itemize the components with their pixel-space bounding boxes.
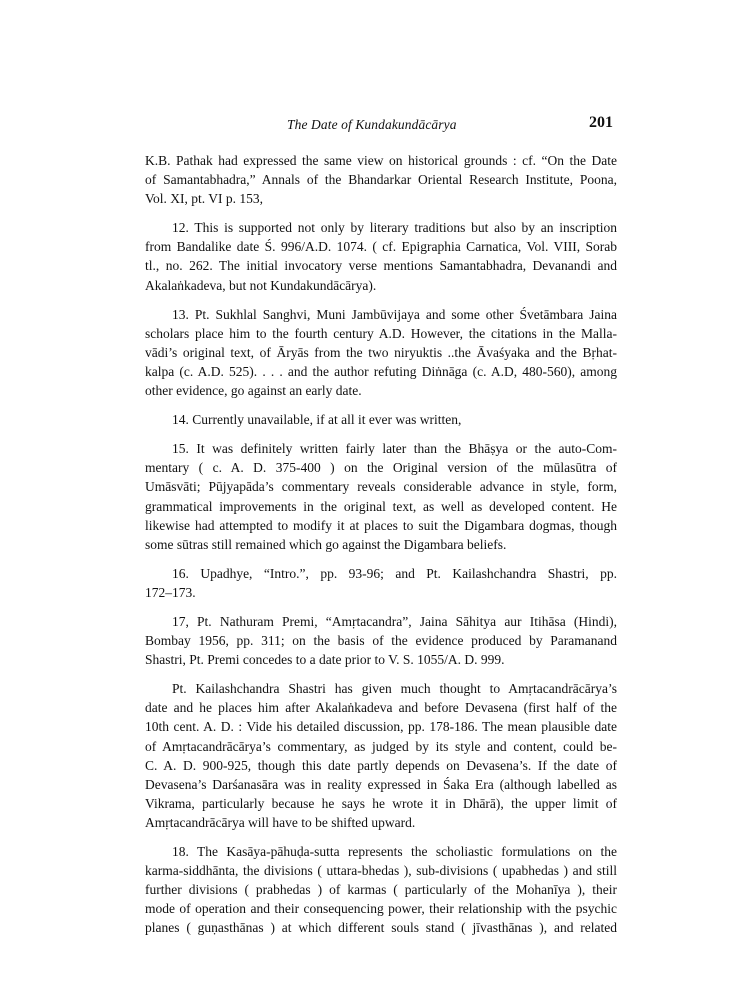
text-line: Bombay 1956, pp. 311; on the basis of the evidence produced by Paramanand	[145, 633, 617, 649]
text-line: mode of operation and their consequencing power, their relationship with the psychic	[145, 901, 617, 917]
text-line: from Bandalike date Ś. 996/A.D. 1074. ( cf. Epigraphia Carnatica, Vol. VIII, Sorab	[145, 239, 617, 255]
text-line: 14. Currently unavailable, if at all it ever was written,	[172, 412, 462, 428]
note-paragraph-continuation	[145, 151, 617, 208]
text-line: of Amṛtacandrācārya’s commentary, as judged by its style and content, could be-	[145, 738, 617, 754]
text-line: Devasena’s Darśanasāra was in reality expressed in Śaka Era (although labelled as	[145, 776, 617, 792]
text-line: of Samantabhadra,” Annals of the Bhandarkar Oriental Research Institute, Poona,	[145, 172, 617, 188]
text-line: 15. It was definitely written fairly later than the Bhāṣya or the auto-Com-	[172, 441, 617, 457]
text-line: vādi’s original text, of Āryās from the two niryuktis ..the Āvaśyaka and the Bṛhat-	[145, 344, 617, 360]
text-line: Shastri, Pt. Premi concedes to a date prior to V. S. 1055/A. D. 999.	[145, 652, 505, 668]
text-line: Vikrama, particularly because he says he wrote it in Dhārā), the upper limit of	[145, 795, 617, 811]
text-line: karma-siddhānta, the divisions ( uttara-bhedas ), sub-divisions ( upabhedas ) and still	[145, 863, 617, 879]
note-18	[145, 842, 617, 937]
note-16	[145, 564, 617, 602]
text-line: planes ( guṇasthānas ) at which different souls stand ( jīvasthānas ), and related	[145, 920, 617, 936]
running-head: The Date of Kundakundācārya	[287, 117, 457, 132]
text-line: K.B. Pathak had expressed the same view on historical grounds : cf. “On the Date	[145, 153, 617, 168]
note-15	[145, 439, 617, 554]
text-line: grammatical improvements in the original text, as well as developed content. He	[145, 498, 617, 514]
note-13	[145, 305, 617, 400]
note-17-continued	[145, 679, 617, 832]
text-line: Akalaṅkadeva, but not Kundakundācārya).	[145, 277, 377, 293]
text-line: 13. Pt. Sukhlal Sanghvi, Muni Jambūvijaya and some other Śvetāmbara Jaina	[172, 306, 617, 322]
text-line: 12. This is supported not only by literary traditions but also by an inscription	[172, 220, 617, 236]
text-line: further divisions ( prabhedas ) of karmas ( particularly of the Mohanīya ), their	[145, 882, 617, 898]
note-14	[145, 410, 617, 429]
text-line: 172–173.	[145, 584, 196, 600]
text-line: C. A. D. 900-925, though this date partly depends on Devasena’s. If the date of	[145, 757, 617, 773]
text-line: some sūtras still remained which go against the Digambara beliefs.	[145, 536, 507, 552]
text-line: other evidence, go against an early date.	[145, 383, 362, 399]
note-17	[145, 612, 617, 669]
text-line: date and he places him after Akalaṅkadeva and before Devasena (first half of the	[145, 700, 617, 716]
text-line: 10th cent. A. D. : Vide his detailed discussion, pp. 178-186. The mean plausible date	[145, 719, 617, 735]
notes-body	[145, 151, 617, 947]
text-line: Amṛtacandrācārya will have to be shifted upward.	[145, 814, 416, 830]
text-line: likewise had attempted to modify it at places to suit the Digambara dogmas, though	[145, 517, 617, 533]
page-number: 201	[589, 114, 613, 131]
text-line: kalpa (c. A.D. 525). . . . and the author refuting Diṅnāga (c. A.D, 480-560), among	[145, 363, 617, 379]
text-line: 16. Upadhye, “Intro.”, pp. 93-96; and Pt. Kailashchandra Shastri, pp.	[172, 565, 617, 581]
text-line: Vol. XI, pt. VI p. 153,	[145, 191, 264, 207]
text-line: mentary ( c. A. D. 375-400 ) on the Original version of the mūlasūtra of	[145, 460, 617, 476]
text-line: 18. The Kasāya-pāhuḍa-sutta represents the scholiastic formulations on the	[172, 844, 617, 859]
text-line: scholars place him to the fourth century A.D. However, the citations in the Malla-	[145, 325, 617, 341]
text-line: tl., no. 262. The initial invocatory verse mentions Samantabhadra, Devanandi and	[145, 258, 617, 274]
note-12	[145, 218, 617, 294]
text-line: Umāsvāti; Pūjyapāda’s commentary reveals considerable advance in style, form,	[145, 479, 617, 495]
text-line: 17, Pt. Nathuram Premi, “Amṛtacandra”, Jaina Sāhitya aur Itihāsa (Hindi),	[172, 613, 617, 629]
text-line: Pt. Kailashchandra Shastri has given much thought to Amṛtacandrācārya’s	[172, 681, 617, 697]
